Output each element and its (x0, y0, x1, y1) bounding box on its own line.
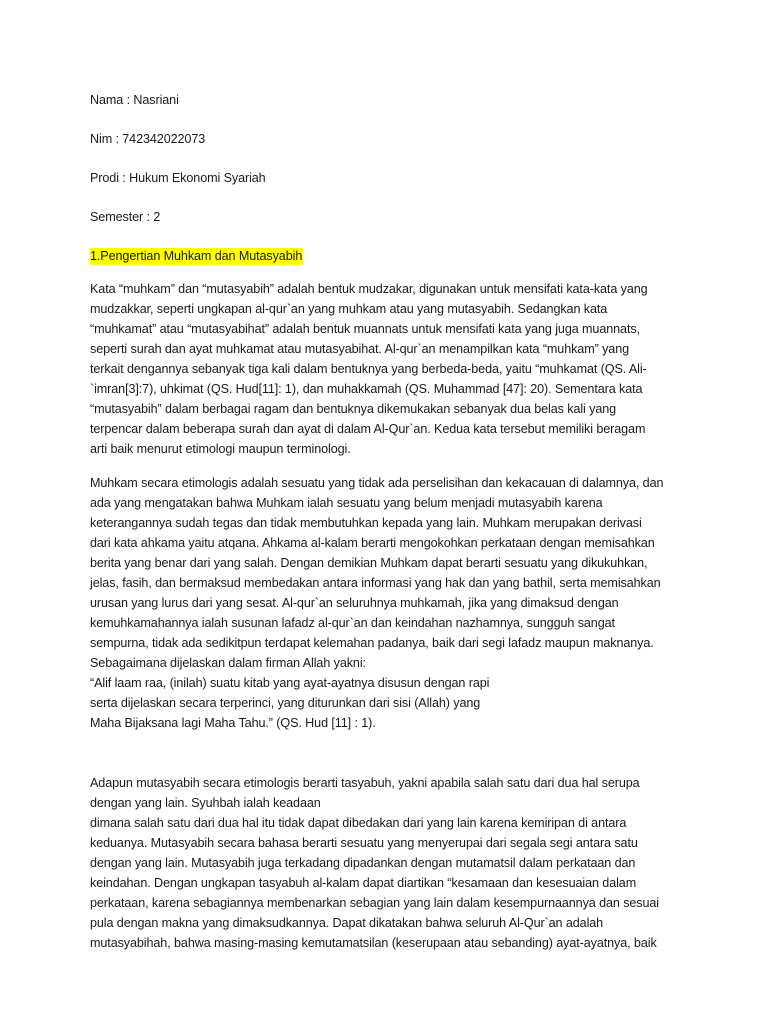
text-line: Muhkam secara etimologis adalah sesuatu yang tidak ada perselisihan dan kekacauan di dalamnya, dan (90, 476, 664, 490)
text-line: “mutasyabih” dalam berbagai ragam dan bentuknya dikemukakan sebanyak dua belas kali yang (90, 402, 617, 416)
text-line: keterangannya sudah tegas dan tidak membutuhkan kepada yang lain. Muhkam merupakan derivasi (90, 516, 642, 530)
text-line: berita yang benar dari yang salah. Dengan demikian Muhkam dapat berarti sesuatu yang dikukuhkan, (90, 556, 648, 570)
text-line: `imran[3]:7), uhkimat (QS. Hud[11]: 1), dan muhakkamah (QS. Muhammad [47]: 20). Sementara kata (90, 382, 643, 396)
name-line: Nama : Nasriani (90, 93, 179, 107)
paragraph-2 (90, 473, 675, 733)
text-line: dengan yang lain. Mutasyabih juga terkadang dipadankan dengan mutamatsil dalam perkataan dan (90, 856, 636, 870)
text-line: mutasyabihah, bahwa masing-masing kemutamatsilan (keserupaan atau sebanding) ayat-ayatnya, baik (90, 936, 657, 950)
blank-gap (90, 747, 675, 773)
text-line: mudzakkar, seperti ungkapan al-qur`an yang muhkam atau yang mutasyabih. Sedangkan kata (90, 302, 608, 316)
text-line: terkait dengannya sebanyak tiga kali dalam bentuknya yang berbeda-beda, yaitu “muhkamat (QS. Ali- (90, 362, 647, 376)
text-line: Kata “muhkam” dan “mutasyabih” adalah bentuk mudzakar, digunakan untuk mensifati kata-kata yang (90, 282, 648, 296)
text-line: Adapun mutasyabih secara etimologis berarti tasyabuh, yakni apabila salah satu dari dua hal serupa (90, 776, 640, 790)
text-line: “muhkamat” atau “mutasyabihat” adalah bentuk muannats untuk mensifati kata yang juga muannats, (90, 322, 640, 336)
text-line: jelas, fasih, dan bermaksud membedakan antara informasi yang hak dan yang bathil, serta memisahkan (90, 576, 661, 590)
text-line: “Alif laam raa, (inilah) suatu kitab yang ayat-ayatnya disusun dengan rapi (90, 676, 490, 690)
text-line: Sebagaimana dijelaskan dalam firman Allah yakni: (90, 656, 366, 670)
text-line: seperti surah dan ayat muhkamat atau mutasyabihat. Al-qur`an menampilkan kata “muhkam” yang (90, 342, 630, 356)
text-line: keindahan. Dengan ungkapan tasyabuh al-kalam dapat diartikan “kesamaan dan kesesuaian dalam (90, 876, 637, 890)
text-line: serta dijelaskan secara terperinci, yang diturunkan dari sisi (Allah) yang (90, 696, 481, 710)
text-line: perkataan, karena sebagiannya membenarkan sebagian yang lain dalam kesempurnaannya dan sesuai (90, 896, 659, 910)
text-line: dimana salah satu dari dua hal itu tidak dapat dibedakan dari yang lain karena kemiripan di antara (90, 816, 627, 830)
text-line: sempurna, tidak ada sedikitpun terdapat kelemahan padanya, baik dari segi lafadz maupun maknanya. (90, 636, 654, 650)
text-line: Maha Bijaksana lagi Maha Tahu.” (QS. Hud [11] : 1). (90, 716, 376, 730)
semester-line: Semester : 2 (90, 210, 161, 224)
text-line: arti baik menurut etimologi maupun terminologi. (90, 442, 351, 456)
text-line: terpencar dalam beberapa surah dan ayat di dalam Al-Qur`an. Kedua kata tersebut memiliki beragam (90, 422, 646, 436)
paragraph-3 (90, 773, 675, 953)
document-page (90, 92, 675, 967)
nim-line: Nim : 742342022073 (90, 132, 206, 146)
section-heading: 1.Pengertian Muhkam dan Mutasyabih (90, 249, 303, 263)
paragraph-1 (90, 279, 675, 459)
prodi-line: Prodi : Hukum Ekonomi Syariah (90, 171, 266, 185)
text-line: pula dengan makna yang dimaksudkannya. Dapat dikatakan bahwa seluruh Al-Qur`an adalah (90, 916, 604, 930)
text-line: keduanya. Mutasyabih secara bahasa berarti sesuatu yang menyerupai dari segala segi antara satu (90, 836, 638, 850)
text-line: dengan yang lain. Syuhbah ialah keadaan (90, 796, 321, 810)
text-line: kemuhkamahannya ialah susunan lafadz al-qur`an dan keindahan nazhamnya, sungguh sangat (90, 616, 615, 630)
text-line: ada yang mengatakan bahwa Muhkam ialah sesuatu yang belum menjadi mutasyabih karena (90, 496, 603, 510)
text-line: dari kata ahkama yaitu atqana. Ahkama al-kalam berarti mengokohkan perkataan dengan memisahkan (90, 536, 655, 550)
text-line: urusan yang lurus dari yang sesat. Al-qur`an seluruhnya muhkamah, jika yang dimaksud dengan (90, 596, 619, 610)
